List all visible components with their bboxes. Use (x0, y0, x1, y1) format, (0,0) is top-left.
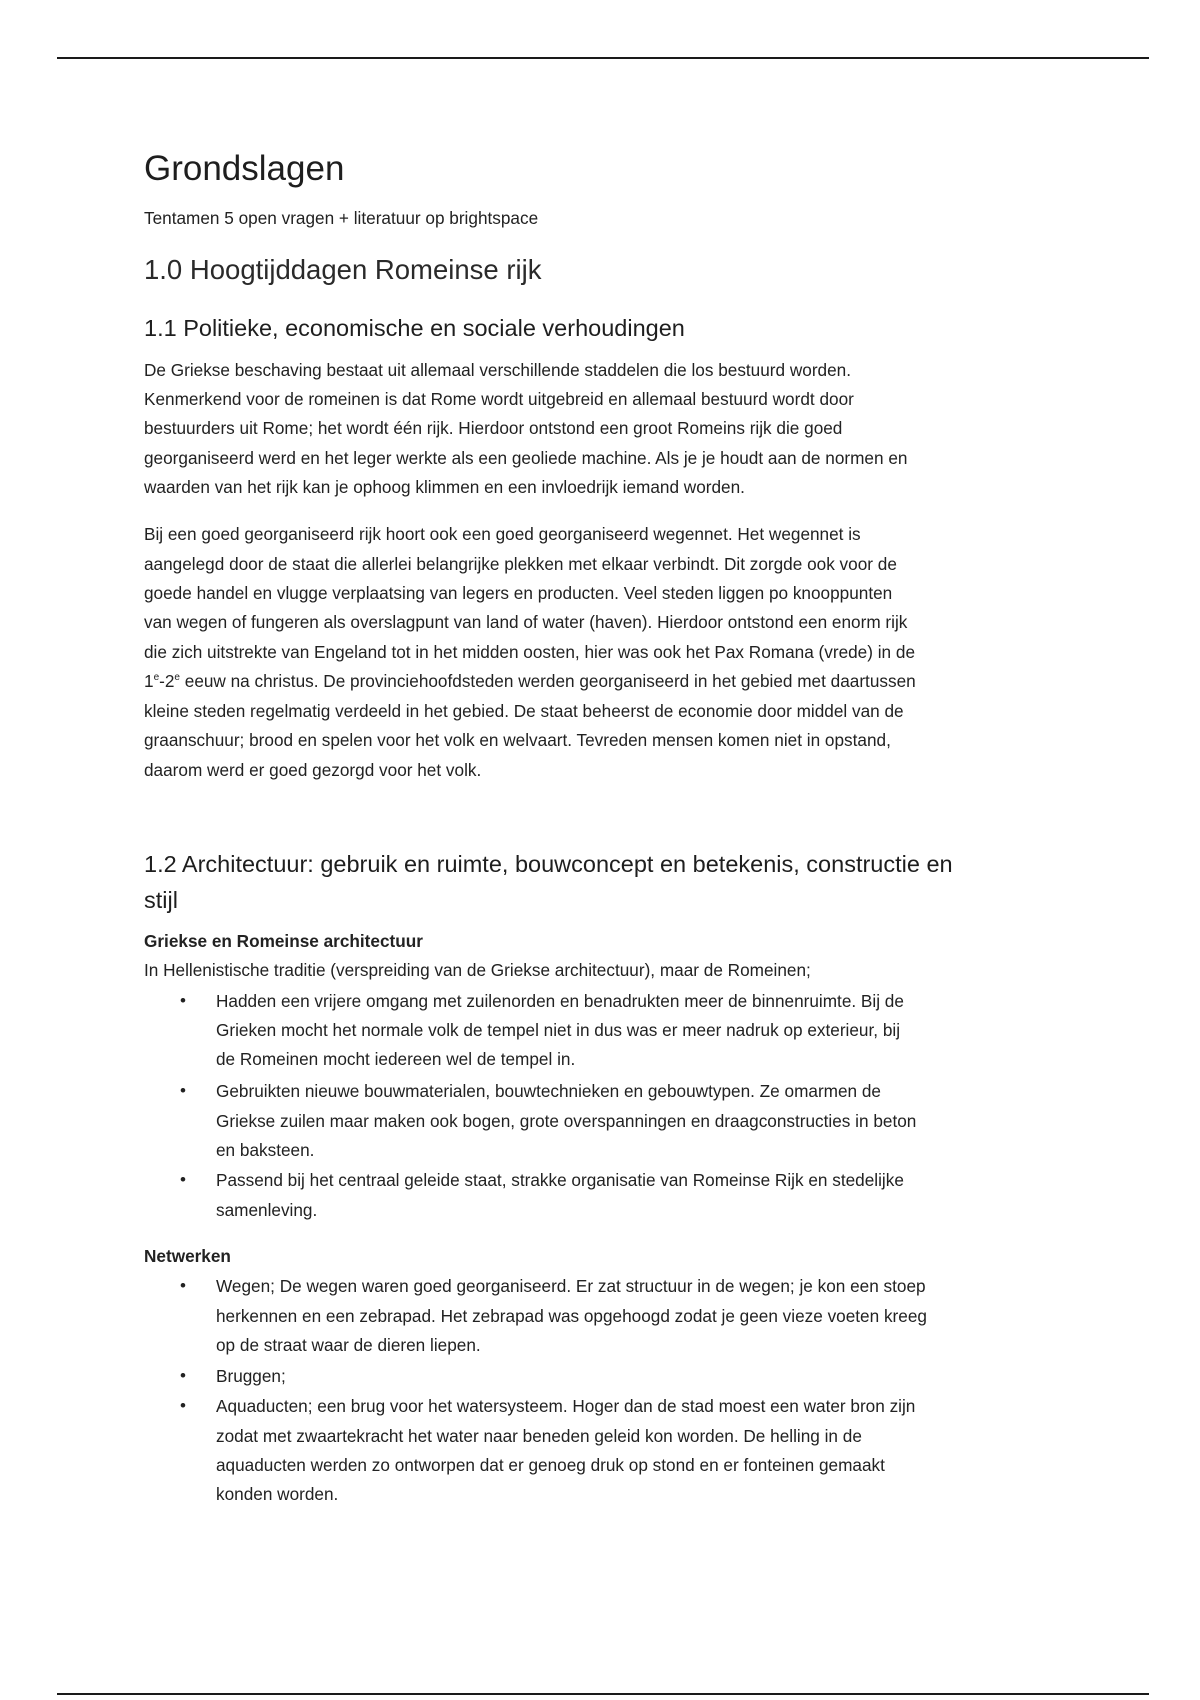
bullet-icon: • (180, 1170, 186, 1189)
bullet-line: herkennen en een zebrapad. Het zebrapad was opgehoogd zodat je geen vieze voeten kreeg (216, 1306, 927, 1326)
footer-rule (57, 1693, 1149, 1695)
bullet-line: Griekse zuilen maar maken ook bogen, grote overspanningen en draagconstructies in beton (216, 1111, 917, 1131)
bullet-line: Aquaducten; een brug voor het watersysteem. Hoger dan de stad moest een water bron zijn (216, 1396, 916, 1416)
intro-text: In Hellenistische traditie (verspreiding van de Griekse architectuur), maar de Romeinen; (144, 960, 811, 980)
paragraph-line: kleine steden regelmatig verdeeld in het gebied. De staat beheerst de economie door middel van de (144, 701, 904, 721)
text-run: 1 (144, 671, 154, 691)
paragraph-line: De Griekse beschaving bestaat uit allemaal verschillende staddelen die los bestuurd worden. (144, 360, 852, 380)
bullet-icon: • (180, 1276, 186, 1295)
bullet-line: aquaducten werden zo ontworpen dat er genoeg druk op stond en er fonteinen gemaakt (216, 1455, 885, 1475)
text-run: -2 (159, 671, 175, 691)
bullet-line: Gebruikten nieuwe bouwmaterialen, bouwtechnieken en gebouwtypen. Ze omarmen de (216, 1081, 881, 1101)
bullet-line: konden worden. (216, 1484, 339, 1504)
paragraph-line: goede handel en vlugge verplaatsing van legers en producten. Veel steden liggen po knooppunten (144, 583, 893, 603)
paragraph-line: van wegen of fungeren als overslagpunt van land of water (haven). Hierdoor ontstond een enorm rijk (144, 612, 908, 632)
bullet-icon: • (180, 1396, 186, 1415)
text-run: eeuw na christus. De provinciehoofdsteden werden georganiseerd in het gebied met daartussen (179, 671, 916, 691)
heading-1-2-line: 1.2 Architectuur: gebruik en ruimte, bouwconcept en betekenis, constructie en (144, 851, 953, 877)
bullet-line: samenleving. (216, 1200, 318, 1220)
bullet-line: en baksteen. (216, 1140, 315, 1160)
paragraph-line: aangelegd door de staat die allerlei belangrijke plekken met elkaar verbindt. Dit zorgde ook voor de (144, 554, 897, 574)
bullet-line: Grieken mocht het normale volk de tempel niet in dus was er meer nadruk op exterieur, bij (216, 1020, 901, 1040)
paragraph-line: die zich uitstrekte van Engeland tot in het midden oosten, hier was ook het Pax Romana (vrede) in de (144, 642, 916, 662)
bullet-icon: • (180, 1081, 186, 1100)
bullet-line: zodat met zwaartekracht het water naar beneden geleid kon worden. De helling in de (216, 1426, 862, 1446)
subheading-griekse: Griekse en Romeinse architectuur (144, 931, 423, 951)
paragraph-line: daarom werd er goed gezorgd voor het volk. (144, 760, 482, 780)
paragraph-line: Kenmerkend voor de romeinen is dat Rome wordt uitgebreid en allemaal bestuurd wordt door (144, 389, 854, 409)
heading-1-1: 1.1 Politieke, economische en sociale verhoudingen (144, 315, 685, 341)
subtitle: Tentamen 5 open vragen + literatuur op brightspace (144, 208, 539, 228)
superscript: e (174, 672, 180, 683)
paragraph-line (144, 666, 916, 696)
bullet-line: Passend bij het centraal geleide staat, strakke organisatie van Romeinse Rijk en stedelijke (216, 1170, 904, 1190)
bullet-icon: • (180, 991, 186, 1010)
paragraph-line: graanschuur; brood en spelen voor het volk en welvaart. Tevreden mensen komen niet in opstand, (144, 730, 891, 750)
header-rule (57, 57, 1149, 59)
superscript: e (153, 672, 160, 683)
heading-1-0: 1.0 Hoogtijddagen Romeinse rijk (144, 254, 542, 285)
paragraph-line: Bij een goed georganiseerd rijk hoort ook een goed georganiseerd wegennet. Het wegennet is (144, 524, 861, 544)
bullet-line: Wegen; De wegen waren goed georganiseerd. Er zat structuur in de wegen; je kon een stoep (216, 1276, 926, 1296)
bullet-line: de Romeinen mocht iedereen wel de tempel in. (216, 1049, 576, 1069)
bullet-line: op de straat waar de dieren liepen. (216, 1335, 481, 1355)
bullet-line: Hadden een vrijere omgang met zuilenorden en benadrukten meer de binnenruimte. Bij de (216, 991, 904, 1011)
paragraph-line: bestuurders uit Rome; het wordt één rijk. Hierdoor ontstond een groot Romeins rijk die goed (144, 418, 843, 438)
heading-1-2-line: stijl (144, 887, 178, 913)
document-title: Grondslagen (144, 149, 345, 188)
subheading-netwerken: Netwerken (144, 1246, 231, 1266)
paragraph-line: georganiseerd werd en het leger werkte als een geoliede machine. Als je je houdt aan de normen en (144, 448, 908, 468)
bullet-icon: • (180, 1366, 186, 1385)
paragraph-line: waarden van het rijk kan je ophoog klimmen en een invloedrijk iemand worden. (144, 477, 745, 497)
bullet-line: Bruggen; (216, 1366, 286, 1386)
